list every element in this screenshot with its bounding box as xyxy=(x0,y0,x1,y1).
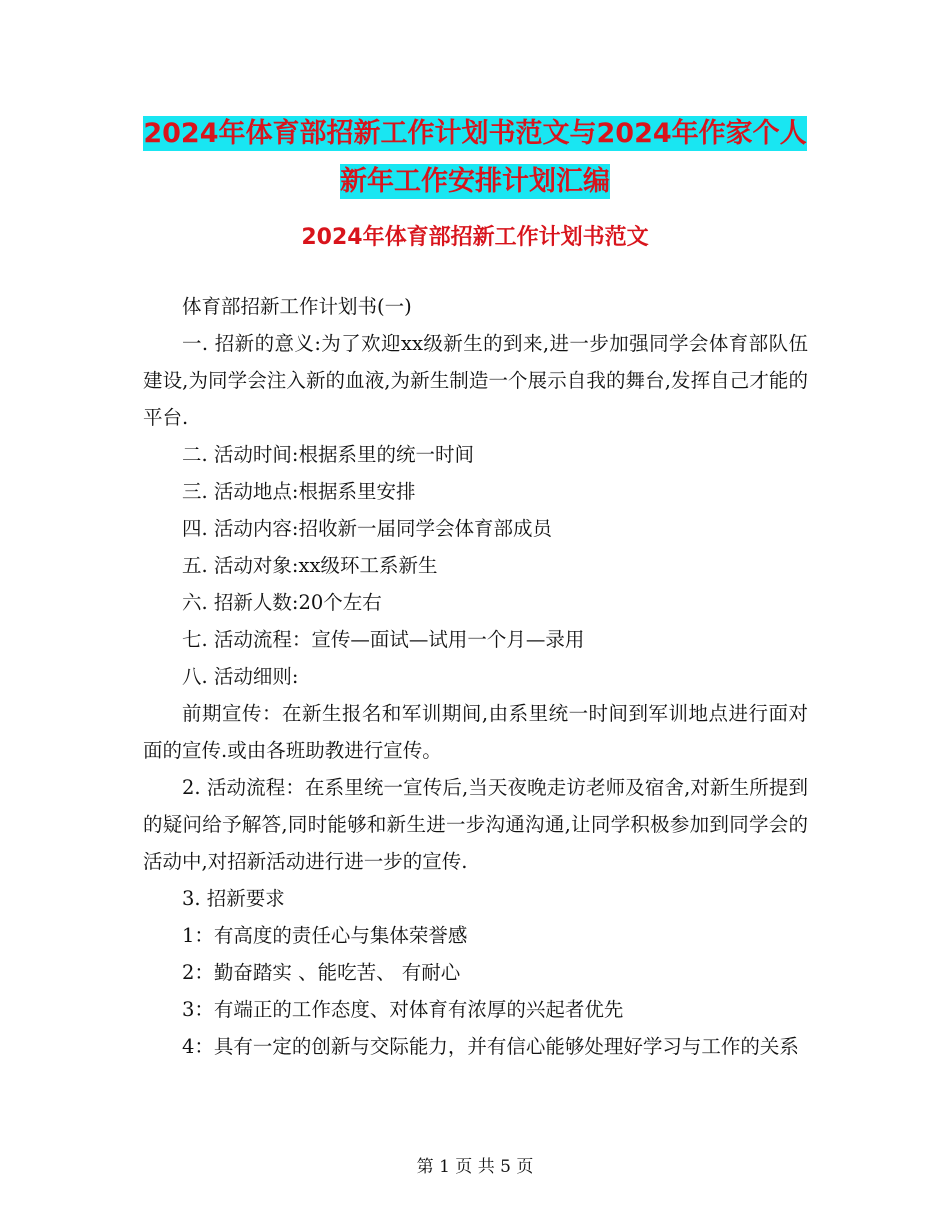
page-footer: 第 1 页 共 5 页 xyxy=(416,1157,534,1177)
paragraph: 八. 活动细则: xyxy=(182,665,299,688)
paragraph: 3：有端正的工作态度、对体育有浓厚的兴起者优先 xyxy=(182,998,624,1021)
document-title xyxy=(0,110,950,206)
section-title: 2024年体育部招新工作计划书范文 xyxy=(301,225,649,250)
document-title-line-2: 新年工作安排计划汇编 xyxy=(340,166,610,197)
paragraph: 2：勤奋踏实 、能吃苦、 有耐心 xyxy=(182,961,461,984)
paragraph: 七. 活动流程：宣传—面试—试用一个月—录用 xyxy=(182,628,585,651)
paragraph: 体育部招新工作计划书(一) xyxy=(182,295,412,318)
paragraph: 六. 招新人数:20个左右 xyxy=(182,591,382,614)
paragraph: 4：具有一定的创新与交际能力，并有信心能够处理好学习与工作的关系 xyxy=(182,1035,799,1058)
paragraph: 3. 招新要求 xyxy=(182,887,285,910)
paragraph: 二. 活动时间:根据系里的统一时间 xyxy=(182,443,474,466)
document-body xyxy=(143,288,808,1065)
paragraph: 四. 活动内容:招收新一届同学会体育部成员 xyxy=(182,517,552,540)
paragraph: 2. 活动流程：在系里统一宣传后,当天夜晚走访老师及宿舍,对新生所提到的疑问给予解答,同时能够和新生进一步沟通沟通,让同学积极参加到同学会的活动中,对招新活动进行进一步的宣传. xyxy=(143,776,808,873)
paragraph: 五. 活动对象:xx级环工系新生 xyxy=(182,554,438,577)
paragraph: 1：有高度的责任心与集体荣誉感 xyxy=(182,924,468,947)
paragraph: 前期宣传：在新生报名和军训期间,由系里统一时间到军训地点进行面对面的宣传.或由各班助教进行宣传。 xyxy=(143,702,808,762)
document-title-line-1: 2024年体育部招新工作计划书范文与2024年作家个人 xyxy=(143,118,807,149)
paragraph: 一. 招新的意义:为了欢迎xx级新生的到来,进一步加强同学会体育部队伍建设,为同学会注入新的血液,为新生制造一个展示自我的舞台,发挥自己才能的平台. xyxy=(143,332,808,429)
paragraph: 三. 活动地点:根据系里安排 xyxy=(182,480,416,503)
